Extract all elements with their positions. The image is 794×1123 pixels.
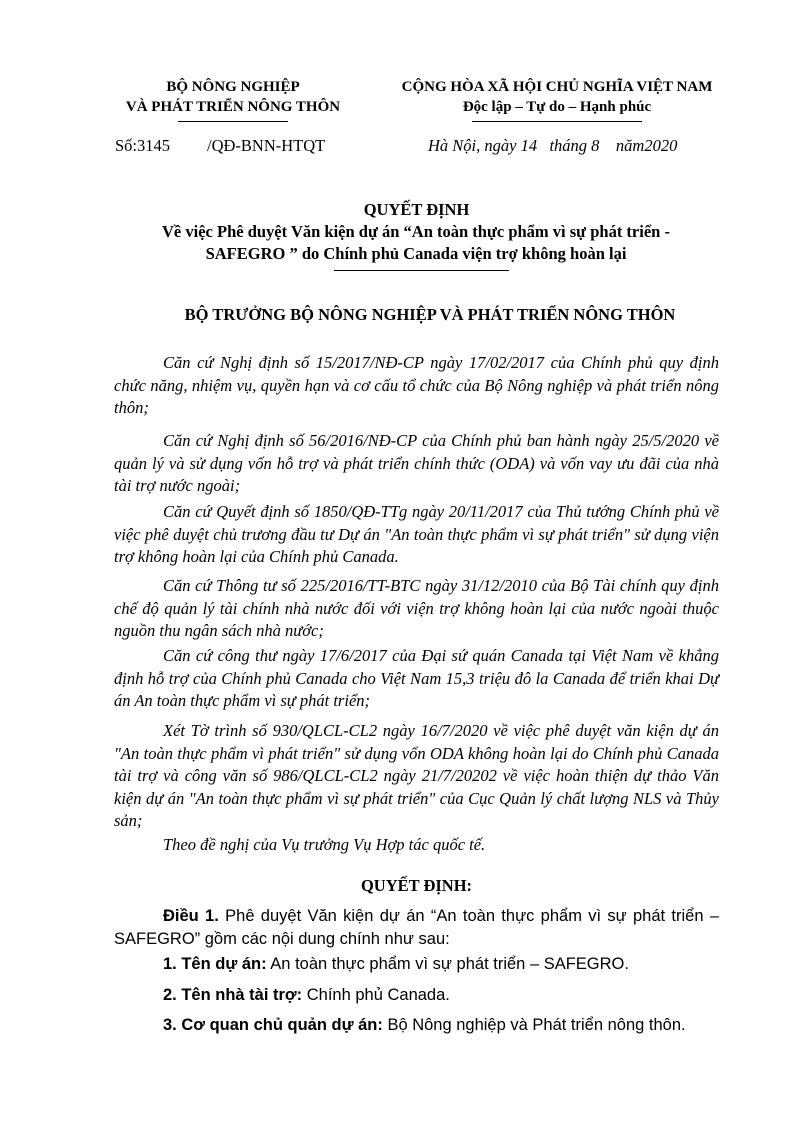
item-value: An toàn thực phẩm vì sự phát triển – SAFEGRO. [266,955,629,973]
item-value: Chính phủ Canada. [302,986,450,1004]
preamble-clause-4: Căn cứ Thông tư số 225/2016/TT-BTC ngày 31/12/2010 của Bộ Tài chính quy định chế độ quản lý tài chính nhà nước đối với viện trợ không hoàn lại của nước ngoài thuộc nguồn thu ngân sách nhà nước; [114,576,719,640]
issuing-authority: BỘ TRƯỞNG BỘ NÔNG NGHIỆP VÀ PHÁT TRIỂN NÔNG THÔN [184,305,676,324]
document-code: /QĐ-BNN-HTQT [207,136,326,155]
motto-underline [472,121,642,122]
article-1-label: Điều 1. [163,907,219,925]
item-value: Bộ Nông nghiệp và Phát triển nông thôn. [382,1016,686,1034]
ministry-line1: BỘ NÔNG NGHIỆP [166,79,300,95]
item-governing-agency [163,1016,686,1035]
decision-heading: QUYẾT ĐỊNH: [360,876,473,895]
ministry-name [108,77,358,117]
article-1 [114,905,719,950]
preamble-clause-3: Căn cứ Quyết định số 1850/QĐ-TTg ngày 20/11/2017 của Thủ tướng Chính phủ về việc phê duyệt chủ trương đầu tư Dự án "An toàn thực phẩm vì sự phát triển" sử dụng viện trợ không hoàn lại của Chính phủ Canada. [114,502,719,566]
item-project-name [163,955,629,974]
preamble-clause-6: Xét Tờ trình số 930/QLCL-CL2 ngày 16/7/2020 về việc phê duyệt văn kiện dự án "An toàn thực phẩm vì phát triển" sử dụng vốn ODA không hoàn lại do Chính phủ Canada tài trợ và công văn số 986/QLCL-CL2 ngày 21/7/20202 về việc hoàn thiện dự thảo Văn kiện dự án "An toàn thực phẩm vì sự phát triển" của Cục Quản lý chất lượng NLS và Thủy sản; [114,721,719,830]
title-underline [334,270,509,271]
item-label: 1. Tên dự án: [163,955,267,973]
document-number [115,136,170,156]
nation-line1: CỘNG HÒA XÃ HỘI CHỦ NGHĨA VIỆT NAM [401,79,713,95]
ministry-line2: VÀ PHÁT TRIỂN NÔNG THÔN [125,99,341,115]
number-label: Số: [115,136,138,155]
item-donor [163,986,450,1005]
nation-line2: Độc lập – Tự do – Hạnh phúc [462,99,652,115]
preamble-clause-2: Căn cứ Nghị định số 56/2016/NĐ-CP của Chính phủ ban hành ngày 25/5/2020 về quản lý và sử dụng vốn hỗ trợ và phát triển chính thức (ODA) và vốn vay ưu đãi của nhà tài trợ nước ngoài; [114,431,719,495]
preamble-clause-7: Theo đề nghị của Vụ trưởng Vụ Hợp tác quốc tế. [163,835,486,854]
number-value: 3145 [137,136,171,155]
issue-date: Hà Nội, ngày 14 tháng 8 năm2020 [428,136,678,155]
preamble-clause-5: Căn cứ công thư ngày 17/6/2017 của Đại sứ quán Canada tại Việt Nam về khẳng định hỗ trợ của Chính phủ Canada cho Việt Nam 15,3 triệu đô la Canada để triển khai Dự án An toàn thực phẩm vì sự phát triển; [114,646,719,710]
decision-title: QUYẾT ĐỊNH [363,200,470,219]
ministry-underline [178,121,288,122]
decision-subject-line1: Về việc Phê duyệt Văn kiện dự án “An toàn thực phẩm vì sự phát triển - [162,222,670,241]
item-label: 3. Cơ quan chủ quản dự án: [163,1016,383,1034]
article-1-text: Phê duyệt Văn kiện dự án “An toàn thực phẩm vì sự phát triển – SAFEGRO” gồm các nội dung chính như sau: [114,907,719,948]
preamble-clause-1: Căn cứ Nghị định số 15/2017/NĐ-CP ngày 17/02/2017 của Chính phủ quy định chức năng, nhiệm vụ, quyền hạn và cơ cấu tổ chức của Bộ Nông nghiệp và phát triển nông thôn; [114,353,719,417]
item-label: 2. Tên nhà tài trợ: [163,986,303,1004]
national-motto [383,77,731,117]
decision-subject-line2: SAFEGRO ” do Chính phủ Canada viện trợ không hoàn lại [205,244,627,263]
